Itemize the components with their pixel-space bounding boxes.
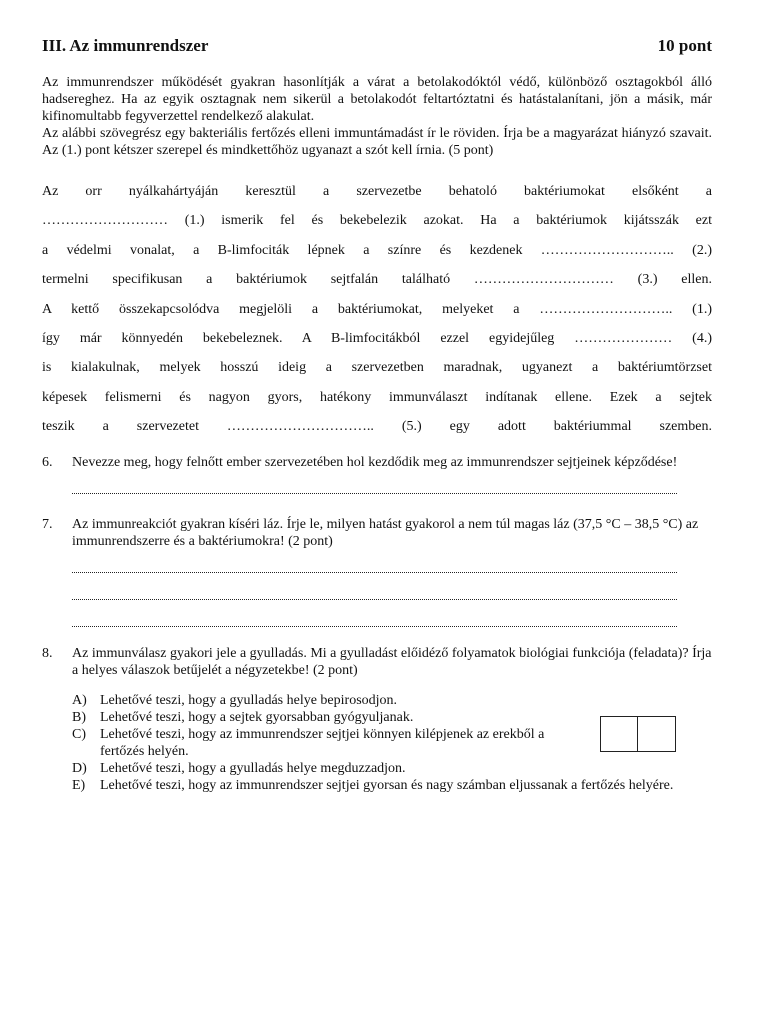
- option-d: [72, 760, 712, 777]
- passage-line[interactable]: a védelmi vonalat, a B-limfociták lépnek a színre és kezdenek ……………………….. (2.): [42, 242, 712, 258]
- option-letter: A): [72, 692, 87, 708]
- question-text: Az immunreakciót gyakran kíséri láz. Írje le, milyen hatást gyakorol a nem túl magas láz (37,5 °C – 38,5 °C) az immunrendszerre és a baktériumokra! (2 pont): [72, 516, 699, 549]
- task-instruction: Az alábbi szövegrész egy bakteriális fertőzés elleni immuntámadást ír le röviden. Írja be a magyarázat hiányzó szavait. Az (1.) pont kétszer szerepel és mindkettőhöz ugyanazt a szót kell írnia. (5 pont): [42, 126, 712, 158]
- option-e: [72, 777, 712, 794]
- answer-line[interactable]: [72, 481, 677, 494]
- answer-line[interactable]: [72, 560, 677, 573]
- section-header: [42, 36, 712, 56]
- option-text: Lehetővé teszi, hogy az immunrendszer sejtjei könnyen kilépjenek az erekből a fertőzés helyén.: [100, 726, 545, 759]
- option-letter: E): [72, 777, 86, 793]
- option-letter: D): [72, 760, 87, 776]
- question-8: [42, 645, 712, 679]
- answer-box-1[interactable]: [600, 716, 638, 752]
- answer-box-2[interactable]: [638, 716, 676, 752]
- fill-in-passage: [42, 177, 712, 442]
- answer-boxes: [600, 716, 676, 752]
- question-6: [42, 454, 712, 494]
- section-title: III. Az immunrendszer: [42, 36, 209, 55]
- question-text: Az immunválasz gyakori jele a gyulladás. Mi a gyulladást előidéző folyamatok biológiai funkciója (feladata)? Írja a helyes válaszok betűjelét a négyzetekbe! (2 pont): [72, 645, 712, 678]
- answer-line[interactable]: [72, 614, 677, 627]
- option-text: Lehetővé teszi, hogy a gyulladás helye megduzzadjon.: [100, 760, 406, 776]
- passage-line: is kialakulnak, melyek hosszú ideig a szervezetben maradnak, ugyanezt a baktériumtörzset: [42, 360, 712, 376]
- passage-line[interactable]: így már könnyedén bekebeleznek. A B-limfocitákból ezzel egyidejűleg ………………… (4.): [42, 331, 712, 347]
- option-text: Lehetővé teszi, hogy az immunrendszer sejtjei gyorsan és nagy számban eljussanak a fertőzés helyére.: [100, 777, 674, 793]
- passage-line[interactable]: termelni specifikusan a baktériumok sejtfalán található ………………………… (3.) ellen.: [42, 272, 712, 288]
- option-letter: C): [72, 726, 86, 742]
- passage-line[interactable]: A kettő összekapcsolódva megjelöli a baktériumokat, melyeket a ……………………….. (1.): [42, 301, 712, 317]
- passage-line[interactable]: teszik a szervezetet ………………………….. (5.) egy adott baktériummal szemben.: [42, 419, 712, 435]
- passage-line: képesek felismerni és nagyon gyors, hatékony immunválaszt indítanak ellene. Ezek a sejtek: [42, 389, 712, 405]
- passage-line[interactable]: ……………………… (1.) ismerik fel és bekebelezik azokat. Ha a baktériumok kijátsszák ezt: [42, 213, 712, 229]
- option-text: Lehetővé teszi, hogy a sejtek gyorsabban gyógyuljanak.: [100, 709, 414, 725]
- question-number: 8.: [42, 645, 53, 661]
- answer-options: [72, 692, 712, 794]
- passage-line: Az orr nyálkahártyáján keresztül a szervezetbe behatoló baktériumokat elsőként a: [42, 184, 712, 199]
- answer-line[interactable]: [72, 587, 677, 600]
- option-text: Lehetővé teszi, hogy a gyulladás helye bepirosodjon.: [100, 692, 398, 708]
- question-7: [42, 516, 712, 627]
- intro-paragraph: Az immunrendszer működését gyakran hasonlítják a várat a betolakodóktól védő, különböző osztagokból álló hadsereghez. Ha az egyik osztagnak nem sikerül a betolakodót feltartóztatni és hatástalanítani, jön a másik, már kifinomultabb fegyverzettel rendelkező alakulat.: [42, 75, 712, 124]
- option-a: [72, 692, 712, 709]
- option-letter: B): [72, 709, 86, 725]
- intro: [42, 74, 712, 159]
- section-points: 10 pont: [657, 36, 712, 55]
- question-number: 7.: [42, 516, 53, 532]
- question-number: 6.: [42, 454, 53, 470]
- question-text: Nevezze meg, hogy felnőtt ember szervezetében hol kezdődik meg az immunrendszer sejtjeinek képződése!: [72, 454, 678, 470]
